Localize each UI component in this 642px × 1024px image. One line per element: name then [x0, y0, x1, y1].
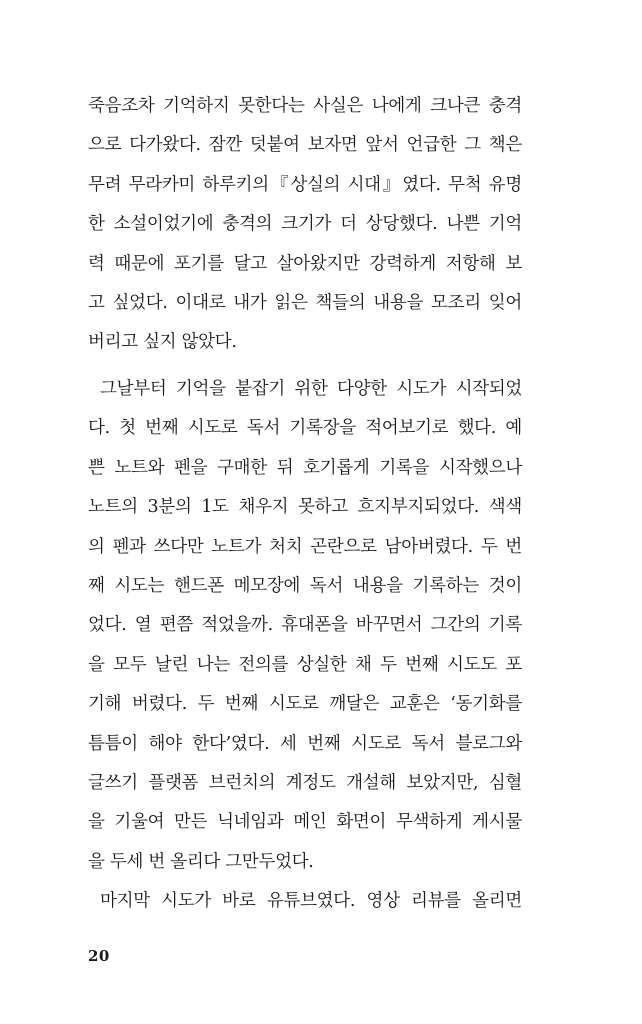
text-line: 쁜 노트와 펜을 구매한 뒤 호기롭게 기록을 시작했으나	[88, 457, 522, 478]
text-line: 노트의 3분의 1도 채우지 못하고 흐지부지되었다. 색색	[88, 497, 522, 518]
paragraph-2	[88, 370, 522, 921]
text-line: 한 소설이었기에 충격의 크기가 더 상당했다. 나쁜 기억	[88, 214, 522, 235]
text-line: 기해 버렸다. 두 번째 시도로 깨달은 교훈은 ‘동기화를	[88, 694, 522, 715]
text-line: 죽음조차 기억하지 못한다는 사실은 나에게 크나큰 충격	[88, 96, 522, 116]
text-line: 그날부터 기억을 붙잡기 위한 다양한 시도가 시작되었	[100, 379, 522, 399]
text-line: 을 모두 날린 나는 전의를 상실한 채 두 번째 시도도 포	[88, 654, 522, 675]
page-number: 20	[88, 947, 110, 965]
text-line: 의 펜과 쓰다만 노트가 처치 곤란으로 남아버렸다. 두 번	[88, 536, 522, 557]
text-line: 력 때문에 포기를 달고 살아왔지만 강력하게 저항해 보	[88, 253, 522, 274]
text-line: 고 싶었다. 이대로 내가 읽은 책들의 내용을 모조리 잊어	[88, 292, 522, 313]
paragraph-1	[88, 87, 522, 363]
text-line: 버리고 싶지 않았다.	[88, 332, 237, 353]
text-line: 무려 무라카미 하루키의『상실의 시대』였다. 무척 유명	[88, 174, 522, 195]
text-line: 마지막 시도가 바로 유튜브였다. 영상 리뷰를 올리면	[100, 891, 522, 912]
text-line: 을 두세 번 올리다 그만두었다.	[88, 851, 314, 872]
text-line: 을 기울여 만든 닉네임과 메인 화면이 무색하게 게시물	[88, 812, 522, 833]
text-line: 었다. 열 편쯤 적었을까. 휴대폰을 바꾸면서 그간의 기록	[88, 615, 522, 636]
text-line: 째 시도는 핸드폰 메모장에 독서 내용을 기록하는 것이	[88, 575, 522, 596]
text-line: 틈틈이 해야 한다’였다. 세 번째 시도로 독서 블로그와	[88, 733, 522, 754]
text-line: 다. 첫 번째 시도로 독서 기록장을 적어보기로 했다. 예	[88, 418, 522, 439]
text-line: 글쓰기 플랫폼 브런치의 계정도 개설해 보았지만, 심혈	[88, 772, 522, 793]
text-line: 으로 다가왔다. 잠깐 덧붙여 보자면 앞서 언급한 그 책은	[88, 135, 522, 156]
